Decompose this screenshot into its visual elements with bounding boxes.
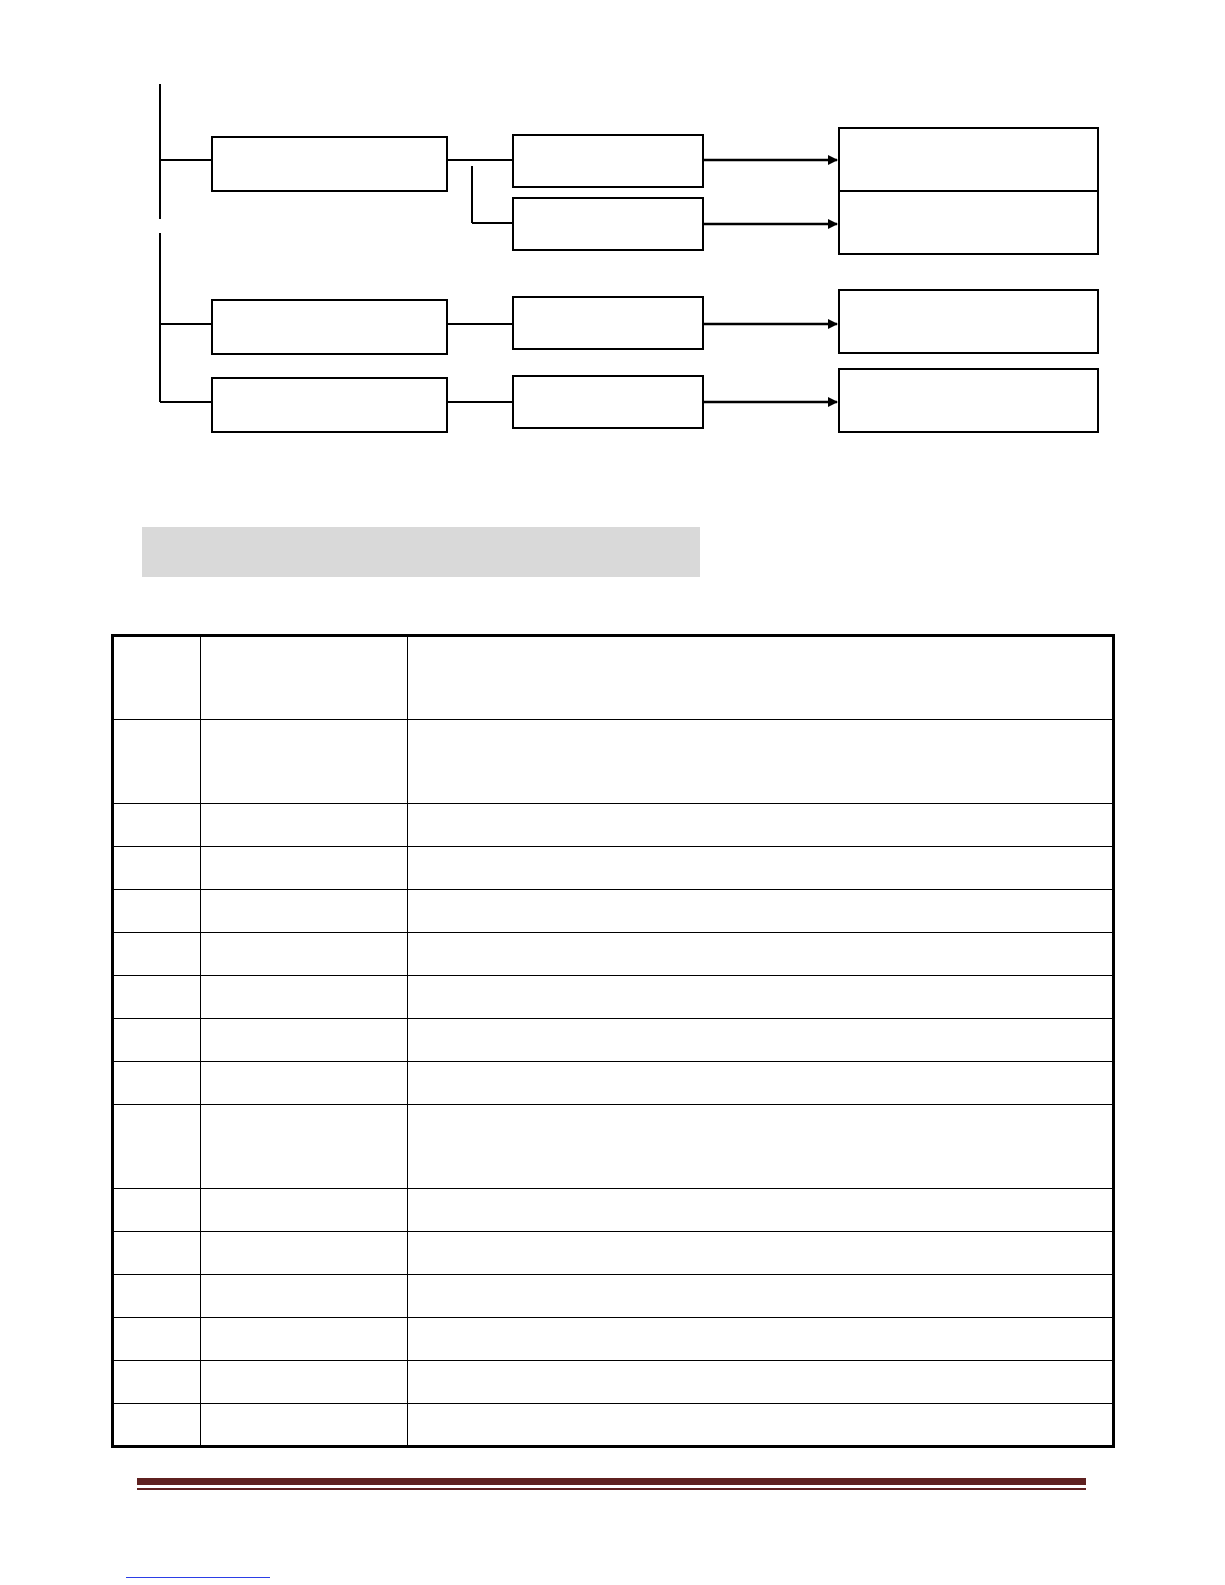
table-row bbox=[113, 1232, 1114, 1275]
table-cell bbox=[408, 1361, 1114, 1404]
flow-diagram bbox=[0, 0, 1225, 460]
table-cell bbox=[113, 933, 201, 976]
table-cell bbox=[408, 1318, 1114, 1361]
table-row bbox=[113, 636, 1114, 720]
table-cell bbox=[408, 636, 1114, 720]
table-row bbox=[113, 1318, 1114, 1361]
table-cell bbox=[113, 890, 201, 933]
table-cell bbox=[201, 933, 408, 976]
table-cell bbox=[408, 847, 1114, 890]
table-cell bbox=[113, 636, 201, 720]
branch-1-child-2-box bbox=[513, 198, 703, 250]
table-row bbox=[113, 804, 1114, 847]
section-heading-band bbox=[142, 527, 700, 577]
table-cell bbox=[408, 1404, 1114, 1447]
table-cell bbox=[113, 1062, 201, 1105]
branch-2-box bbox=[212, 300, 447, 354]
table-cell bbox=[201, 804, 408, 847]
table-cell bbox=[408, 890, 1114, 933]
branch-3-child-1-box bbox=[513, 376, 703, 428]
result-1-box bbox=[839, 128, 1098, 191]
table-cell bbox=[201, 720, 408, 804]
table-cell bbox=[113, 1189, 201, 1232]
table-row bbox=[113, 1361, 1114, 1404]
table-row bbox=[113, 1189, 1114, 1232]
table-cell bbox=[408, 720, 1114, 804]
table-cell bbox=[201, 1275, 408, 1318]
footer-link[interactable] bbox=[126, 1577, 270, 1578]
table-row bbox=[113, 1105, 1114, 1189]
table-cell bbox=[113, 1019, 201, 1062]
table-row bbox=[113, 976, 1114, 1019]
branch-1-child-1-box bbox=[513, 135, 703, 187]
table-cell bbox=[113, 1361, 201, 1404]
table-row bbox=[113, 720, 1114, 804]
result-2-box bbox=[839, 191, 1098, 254]
table-row bbox=[113, 933, 1114, 976]
table-cell bbox=[201, 1404, 408, 1447]
table-cell bbox=[113, 804, 201, 847]
table-row bbox=[113, 847, 1114, 890]
table-cell bbox=[113, 847, 201, 890]
result-4-box bbox=[839, 369, 1098, 432]
table-cell bbox=[201, 1189, 408, 1232]
table-cell bbox=[201, 890, 408, 933]
table-cell bbox=[201, 1232, 408, 1275]
table-cell bbox=[408, 976, 1114, 1019]
table-cell bbox=[113, 1318, 201, 1361]
table-cell bbox=[201, 976, 408, 1019]
table-cell bbox=[408, 1062, 1114, 1105]
table-cell bbox=[201, 1062, 408, 1105]
branch-3-box bbox=[212, 378, 447, 432]
table-cell bbox=[201, 847, 408, 890]
table-cell bbox=[201, 636, 408, 720]
table-row bbox=[113, 1404, 1114, 1447]
table-cell bbox=[201, 1019, 408, 1062]
branch-1-box bbox=[212, 137, 447, 191]
table-cell bbox=[408, 933, 1114, 976]
table-cell bbox=[113, 1275, 201, 1318]
table-cell bbox=[408, 1019, 1114, 1062]
table-cell bbox=[408, 1189, 1114, 1232]
table-row bbox=[113, 1019, 1114, 1062]
footer-rule bbox=[137, 1478, 1086, 1485]
table-cell bbox=[408, 1275, 1114, 1318]
table-cell bbox=[201, 1318, 408, 1361]
table-cell bbox=[113, 720, 201, 804]
table-cell bbox=[113, 1404, 201, 1447]
result-arrows bbox=[703, 160, 837, 402]
branch-2-child-1-box bbox=[513, 297, 703, 349]
table-cell bbox=[408, 1105, 1114, 1189]
table-cell bbox=[113, 976, 201, 1019]
table-row bbox=[113, 1062, 1114, 1105]
table-cell bbox=[113, 1232, 201, 1275]
spec-table bbox=[111, 634, 1115, 1448]
table-row bbox=[113, 1275, 1114, 1318]
footer-rule-thin bbox=[137, 1488, 1086, 1490]
table-cell bbox=[201, 1361, 408, 1404]
table-cell bbox=[408, 804, 1114, 847]
table-cell bbox=[201, 1105, 408, 1189]
table-cell bbox=[113, 1105, 201, 1189]
table-cell bbox=[408, 1232, 1114, 1275]
result-3-box bbox=[839, 290, 1098, 353]
table-row bbox=[113, 890, 1114, 933]
